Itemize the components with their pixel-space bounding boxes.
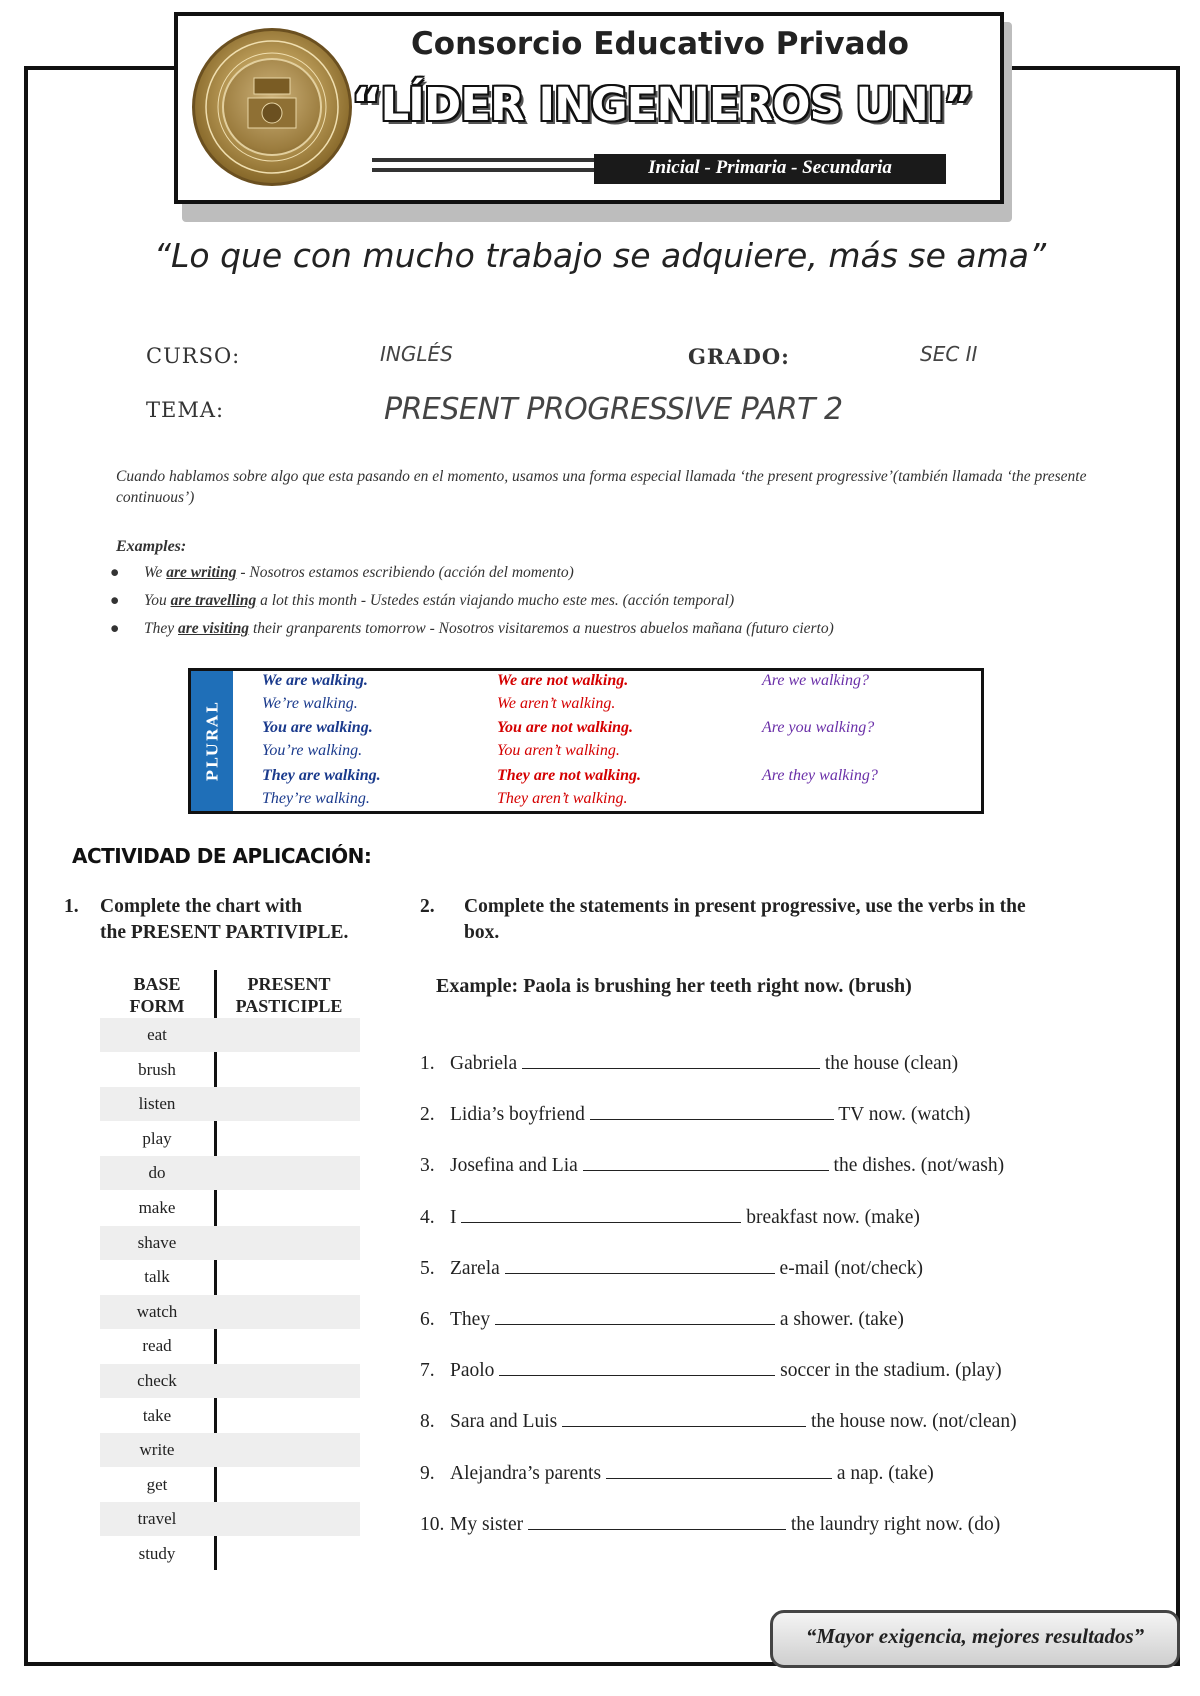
statement-row — [420, 1306, 904, 1331]
participle-answer-cell[interactable] — [218, 1502, 360, 1536]
negative-cell: We aren’t walking. — [497, 695, 616, 712]
statement-number: 6. — [420, 1309, 435, 1330]
base-form-cell: talk — [144, 1267, 170, 1287]
statement-rest: soccer in the stadium. (play) — [780, 1360, 1002, 1382]
example-highlight: are travelling — [170, 592, 257, 609]
answer-blank[interactable] — [606, 1460, 832, 1479]
participle-answer-cell[interactable] — [218, 1087, 360, 1121]
participle-answer-cell[interactable] — [218, 1399, 360, 1433]
participle-answer-cell[interactable] — [218, 1329, 360, 1363]
grado-label: GRADO: — [688, 344, 790, 369]
participle-answer-cell[interactable] — [218, 1053, 360, 1087]
statement-subject: I — [450, 1206, 457, 1228]
participle-answer-cell[interactable] — [218, 1295, 360, 1329]
activity-title: ACTIVIDAD DE APLICACIÓN: — [72, 844, 372, 868]
statement-number: 10. — [420, 1513, 445, 1535]
banner-stripe — [372, 168, 602, 172]
curso-label: CURSO: — [146, 344, 241, 368]
school-name: “LÍDER INGENIEROS UNI” — [351, 78, 973, 131]
statement-rest: the house now. (not/clean) — [810, 1411, 1017, 1433]
participle-answer-cell[interactable] — [218, 1191, 360, 1225]
affirmative-cell: They’re walking. — [262, 790, 370, 807]
base-form-cell: take — [142, 1405, 172, 1425]
example-sentence: Example: Paola is brushing her teeth right now. (brush) — [436, 975, 912, 997]
negative-cell: You are not walking. — [497, 719, 634, 736]
statement-subject: Alejandra’s parents — [450, 1462, 602, 1484]
statement-subject: Paolo — [450, 1360, 495, 1382]
chart-header-text: PASTICIPLE — [235, 996, 343, 1016]
negative-cell: You aren’t walking. — [497, 742, 620, 759]
example-text: We — [144, 564, 167, 581]
chart-header-text: PRESENT — [247, 974, 331, 994]
statement-rest: the house (clean) — [824, 1053, 959, 1074]
statement-number: 8. — [420, 1411, 435, 1433]
statement-rest: TV now. (watch) — [838, 1104, 971, 1126]
negative-cell: They are not walking. — [497, 767, 642, 784]
answer-blank[interactable] — [590, 1101, 834, 1120]
examples-title: Examples: — [116, 538, 187, 555]
question-cell: Are they walking? — [762, 767, 878, 784]
statement-rest: a nap. (take) — [836, 1462, 934, 1484]
part1-instruction: Complete the chart with — [100, 896, 302, 917]
statement-row — [420, 1204, 920, 1229]
tema-value: PRESENT PROGRESSIVE PART 2 — [384, 392, 843, 427]
statement-row — [420, 1101, 970, 1126]
example-text: You — [144, 592, 171, 609]
chart-header-participle — [218, 973, 360, 1017]
participle-answer-cell[interactable] — [218, 1122, 360, 1156]
grado-value: SEC II — [920, 342, 978, 366]
statement-number: 3. — [420, 1155, 435, 1177]
example-text: - Nosotros estamos escribiendo (acción del momento) — [236, 564, 574, 581]
base-form-cell: write — [139, 1440, 175, 1460]
statement-row — [420, 1255, 923, 1280]
statement-number: 5. — [420, 1257, 435, 1279]
statement-row — [420, 1050, 958, 1075]
question-cell: Are we walking? — [762, 672, 869, 689]
base-form-cell: read — [142, 1336, 172, 1356]
question-cell: Are you walking? — [762, 719, 875, 736]
part2-instruction: Complete the statements in present progressive, use the verbs in the — [464, 896, 1026, 917]
base-form-cell: get — [146, 1474, 168, 1494]
negative-cell: They aren’t walking. — [497, 790, 628, 807]
bullet-icon: ● — [110, 592, 120, 609]
statement-subject: Sara and Luis — [450, 1411, 558, 1433]
base-form-cell: travel — [137, 1509, 177, 1529]
plural-label-text: PLURAL — [203, 700, 221, 782]
part1-instruction: the PRESENT PARTIVIPLE. — [100, 922, 349, 943]
statement-subject: My sister — [450, 1513, 524, 1535]
curso-value: INGLÉS — [380, 342, 453, 366]
part2-instruction: box. — [464, 922, 500, 943]
example-text: a lot this month - Ustedes están viajando mucho este mes. (acción temporal) — [256, 592, 735, 609]
base-form-cell: watch — [136, 1301, 178, 1321]
statement-rest: a shower. (take) — [779, 1309, 904, 1330]
base-form-cell: shave — [137, 1232, 177, 1252]
statement-row — [420, 1152, 1004, 1177]
participle-answer-cell[interactable] — [218, 1260, 360, 1294]
statement-rest: the dishes. (not/wash) — [833, 1155, 1005, 1177]
affirmative-cell: You’re walking. — [262, 742, 363, 759]
answer-blank[interactable] — [495, 1306, 775, 1325]
negative-cell: We are not walking. — [497, 672, 629, 689]
participle-answer-cell[interactable] — [218, 1537, 360, 1571]
banner-stripe — [372, 158, 602, 162]
intro-paragraph: Cuando hablamos sobre algo que esta pasando en el momento, usamos una forma especial llamada ‘the present progressive’(también llamada ‘the presente continuous’) — [116, 468, 1087, 506]
chart-header-text: BASE — [133, 974, 181, 994]
statement-rest: e-mail (not/check) — [779, 1257, 924, 1279]
example-highlight: are visiting — [178, 620, 250, 637]
chart-header-base — [100, 973, 214, 1017]
statement-rest: the laundry right now. (do) — [790, 1513, 1001, 1535]
base-form-cell: play — [142, 1128, 172, 1148]
statement-number: 2. — [420, 1104, 435, 1126]
base-form-cell: listen — [138, 1094, 176, 1114]
base-form-cell: brush — [138, 1059, 176, 1079]
answer-blank[interactable] — [528, 1511, 786, 1530]
participle-answer-cell[interactable] — [218, 1226, 360, 1260]
statement-rest: breakfast now. (make) — [746, 1206, 920, 1228]
statement-number: 4. — [420, 1206, 435, 1228]
statement-number: 1. — [420, 1053, 435, 1074]
statement-row — [420, 1408, 1017, 1433]
footer-slogan: “Mayor exigencia, mejores resultados” — [805, 1624, 1145, 1648]
statement-subject: Zarela — [450, 1257, 500, 1279]
affirmative-cell: They are walking. — [262, 767, 381, 784]
participle-answer-cell[interactable] — [218, 1364, 360, 1398]
affirmative-cell: We’re walking. — [262, 695, 358, 712]
base-form-cell: check — [137, 1371, 177, 1390]
affirmative-cell: You are walking. — [262, 719, 373, 736]
answer-blank[interactable] — [499, 1357, 775, 1376]
statement-subject: They — [450, 1309, 491, 1330]
statement-number: 9. — [420, 1462, 435, 1484]
statement-number: 7. — [420, 1360, 435, 1382]
tema-label: TEMA: — [146, 398, 225, 422]
plural-label — [191, 671, 233, 811]
statement-subject: Lidia’s boyfriend — [450, 1104, 585, 1126]
seal-ring-icon — [192, 28, 352, 186]
example-item — [110, 592, 734, 610]
answer-blank[interactable] — [562, 1408, 806, 1427]
school-levels: Inicial - Primaria - Secundaria — [648, 157, 892, 178]
statement-row — [420, 1357, 1002, 1382]
participle-answer-cell[interactable] — [218, 1156, 360, 1190]
example-item — [110, 620, 834, 638]
answer-blank[interactable] — [583, 1152, 829, 1171]
part2-number: 2. — [420, 896, 435, 917]
base-form-cell: eat — [147, 1025, 167, 1044]
consortium-title: Consorcio Educativo Privado — [411, 26, 909, 62]
bullet-icon: ● — [110, 620, 120, 637]
bullet-icon: ● — [110, 564, 120, 581]
example-item — [110, 564, 574, 582]
answer-blank[interactable] — [505, 1255, 775, 1274]
participle-answer-cell[interactable] — [218, 1018, 360, 1052]
example-text: They — [144, 620, 179, 637]
statement-row — [420, 1460, 934, 1485]
affirmative-cell: We are walking. — [262, 672, 368, 689]
participle-answer-cell[interactable] — [218, 1433, 360, 1467]
part1-number: 1. — [64, 896, 79, 917]
answer-blank[interactable] — [461, 1204, 741, 1223]
statement-subject: Josefina and Lia — [450, 1155, 578, 1177]
base-form-cell: study — [138, 1544, 176, 1563]
answer-blank[interactable] — [522, 1050, 820, 1069]
statement-subject: Gabriela — [450, 1053, 518, 1074]
participle-answer-cell[interactable] — [218, 1468, 360, 1502]
motto: “Lo que con mucho trabajo se adquiere, más se ama” — [153, 236, 1047, 275]
example-text: their granparents tomorrow - Nosotros visitaremos a nuestros abuelos mañana (futuro cierto) — [249, 620, 834, 637]
chart-header-text: FORM — [129, 996, 185, 1016]
example-highlight: are writing — [166, 564, 237, 581]
base-form-cell: make — [138, 1198, 176, 1217]
statement-row — [420, 1511, 1000, 1536]
base-form-cell: do — [148, 1163, 166, 1183]
